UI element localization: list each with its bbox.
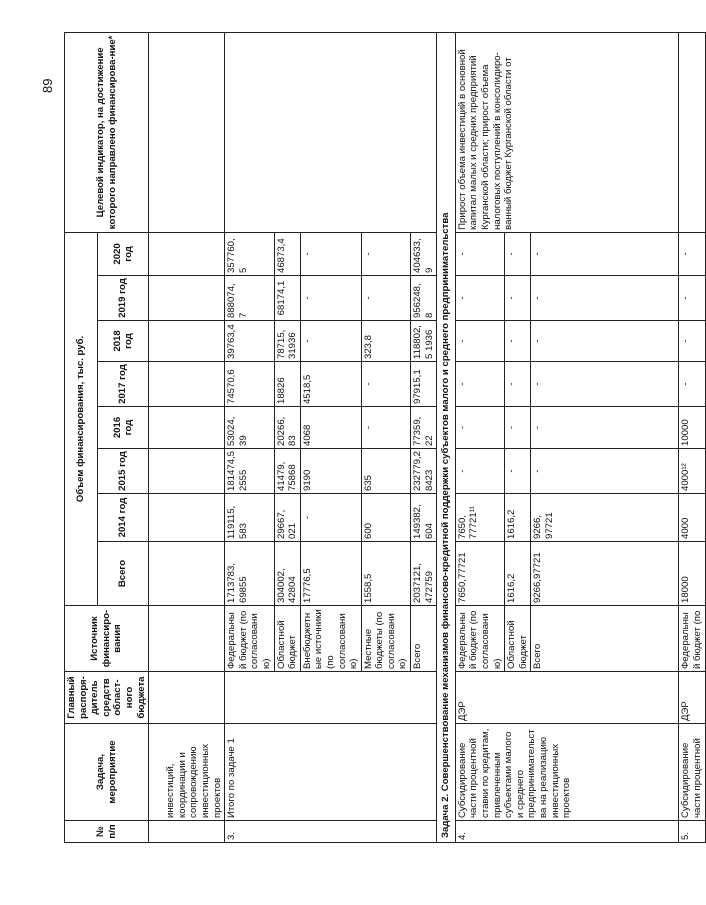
table-cell: Федеральный бюджет (по согласованию) xyxy=(225,606,274,672)
table-cell: 41479, 75868 xyxy=(274,449,300,494)
table-cell: 68174,1 xyxy=(274,276,300,321)
col-year-header: 2014 год xyxy=(98,494,149,542)
table-cell: 4000 xyxy=(679,494,705,542)
table-cell: 956248, 8 xyxy=(411,276,437,321)
table-cell: - xyxy=(531,449,679,494)
table-cell: 20266, 83 xyxy=(274,407,300,449)
table-cell: 9190 xyxy=(300,449,361,494)
table-cell: - xyxy=(455,232,504,275)
financing-table xyxy=(64,32,706,843)
table-cell: - xyxy=(455,407,504,449)
table-cell: 635 xyxy=(361,449,410,494)
col-year-header: 2018 год xyxy=(98,321,149,362)
row-task-name: Субсидирование части процентной xyxy=(679,724,705,821)
table-cell: - xyxy=(679,276,705,321)
table-cell: - xyxy=(455,276,504,321)
col-no-header: № п/п xyxy=(65,821,149,843)
table-cell: - xyxy=(679,362,705,407)
table-cell: 9266, 97721 xyxy=(531,494,679,542)
table-cell: 1713783, 69855 xyxy=(225,542,274,606)
table-cell: - xyxy=(505,321,531,362)
table-cell: 18826 xyxy=(274,362,300,407)
table-cell: 78715, 31936 xyxy=(274,321,300,362)
col-source-header: Источник финансиро-вания xyxy=(65,606,149,672)
table-cell: 39763,4 xyxy=(225,321,274,362)
table-cell: 74570,6 xyxy=(225,362,274,407)
table-cell: Всего xyxy=(531,606,679,672)
table-cell: - xyxy=(300,276,361,321)
table-cell: - xyxy=(300,321,361,362)
table-cell: - xyxy=(531,407,679,449)
col-task-header: Задача, мероприятие xyxy=(65,724,149,821)
table-row xyxy=(455,32,504,842)
row-number: 4. xyxy=(455,821,679,843)
table-row xyxy=(679,32,705,842)
table-cell: Внебюджетные источники (по согласованию) xyxy=(300,606,361,672)
col-manager-header: Главный распоря-дитель средств област-ного бюджета xyxy=(65,672,149,724)
table-cell: Областной бюджет xyxy=(274,606,300,672)
table-cell: - xyxy=(531,232,679,275)
table-cell: - xyxy=(679,321,705,362)
table-cell: 1616,2 xyxy=(505,542,531,606)
table-cell: 600 xyxy=(361,494,410,542)
table-cell: Всего xyxy=(411,606,437,672)
table-cell: Федеральный бюджет (по xyxy=(679,606,705,672)
table-cell: Местные бюджеты (по согласованию) xyxy=(361,606,410,672)
table-cell: - xyxy=(361,232,410,275)
table-cell: - xyxy=(531,362,679,407)
col-year-header: 2015 год xyxy=(98,449,149,494)
col-year-header: 2016 год xyxy=(98,407,149,449)
table-cell: - xyxy=(361,276,410,321)
table-cell: 323,8 xyxy=(361,321,410,362)
table-cell: 4518,5 xyxy=(300,362,361,407)
table-cell: - xyxy=(455,362,504,407)
table-cell: 17776,5 xyxy=(300,542,361,606)
table-cell: 7650, 77721¹¹ xyxy=(455,494,504,542)
row-number: 3. xyxy=(225,821,437,843)
table-cell: - xyxy=(505,276,531,321)
financing-header: Объем финансирования, тыс. руб. xyxy=(65,232,98,605)
table-cell: 9266,97721 xyxy=(531,542,679,606)
table-cell: 29667, 021 xyxy=(274,494,300,542)
task-heading-row xyxy=(437,32,456,842)
col-year-header: 2019 год xyxy=(98,276,149,321)
row-number: 5. xyxy=(679,821,705,843)
col-target-header: Целевой индикатор, на достижение которого направлено финансирова-ние* xyxy=(65,32,149,232)
table-cell: 888074, 7 xyxy=(225,276,274,321)
col-total-header: Всего xyxy=(98,542,149,606)
table-cell: 4000¹² xyxy=(679,449,705,494)
table-cell: 404633,9 xyxy=(411,232,437,275)
table-cell: - xyxy=(505,232,531,275)
table-cell: Областной бюджет xyxy=(505,606,531,672)
table-cell: 1558,5 xyxy=(361,542,410,606)
col-year-header: 2017 год xyxy=(98,362,149,407)
page-number: 89 xyxy=(40,78,55,93)
table-cell: 232779,2 8423 xyxy=(411,449,437,494)
task-2-heading: Задача 2. Совершенствование механизмов финансово-кредитной поддержки субъектов малого и среднего предпринимательства xyxy=(437,32,456,842)
table-cell: 149382, 604 xyxy=(411,494,437,542)
table-cell: 1616,2 xyxy=(505,494,531,542)
table-cell: 10000 xyxy=(679,407,705,449)
table-cell: 119115, 583 xyxy=(225,494,274,542)
table-cell: Федеральный бюджет (по согласованию) xyxy=(455,606,504,672)
table-cell: - xyxy=(361,362,410,407)
row-target-indicator: Прирост объема инвестиций в основной капитал малых и средних предприятий Курганской области; прирост объема налоговых поступлений в консолидиро-ванный бюджет Курганской области от xyxy=(455,32,679,232)
table-cell: 97915,1 xyxy=(411,362,437,407)
table-cell: 53024, 39 xyxy=(225,407,274,449)
table-cell: 77359, 22 xyxy=(411,407,437,449)
table-cell: 2037121, 472759 xyxy=(411,542,437,606)
table-row xyxy=(225,32,274,842)
table-cell: - xyxy=(300,232,361,275)
table-cell: - xyxy=(531,321,679,362)
table-cell: 46873,4 xyxy=(274,232,300,275)
continued-task-text: инвестиций, координации и сопровождению инвестиционных проектов xyxy=(149,724,225,821)
table-cell: 18000 xyxy=(679,542,705,606)
table-cell: 118802,5 1936 xyxy=(411,321,437,362)
table-cell: - xyxy=(455,449,504,494)
row-manager: ДЭР xyxy=(455,672,679,724)
table-cell: 357760,5 xyxy=(225,232,274,275)
row-task-name: Итого по задаче 1 xyxy=(225,724,437,821)
table-cell: - xyxy=(679,232,705,275)
table-cell: - xyxy=(455,321,504,362)
table-cell: - xyxy=(361,407,410,449)
table-cell: 304002, 42804 xyxy=(274,542,300,606)
table-cell: - xyxy=(505,362,531,407)
row-task-name: Субсидирование части процентной ставки по кредитам, привлеченным субъектами малого и среднего предпринимательства на реализацию инвестиционных проектов xyxy=(455,724,679,821)
col-year-header: 2020 год xyxy=(98,232,149,275)
table-cell: - xyxy=(531,276,679,321)
table-cell: - xyxy=(505,449,531,494)
table-cell: 7650,77721 xyxy=(455,542,504,606)
row-manager: ДЭР xyxy=(679,672,705,724)
table-cell: 4068 xyxy=(300,407,361,449)
table-cell: - xyxy=(300,494,361,542)
table-cell: - xyxy=(505,407,531,449)
table-row xyxy=(149,32,225,842)
table-cell: 181474,5 2555 xyxy=(225,449,274,494)
